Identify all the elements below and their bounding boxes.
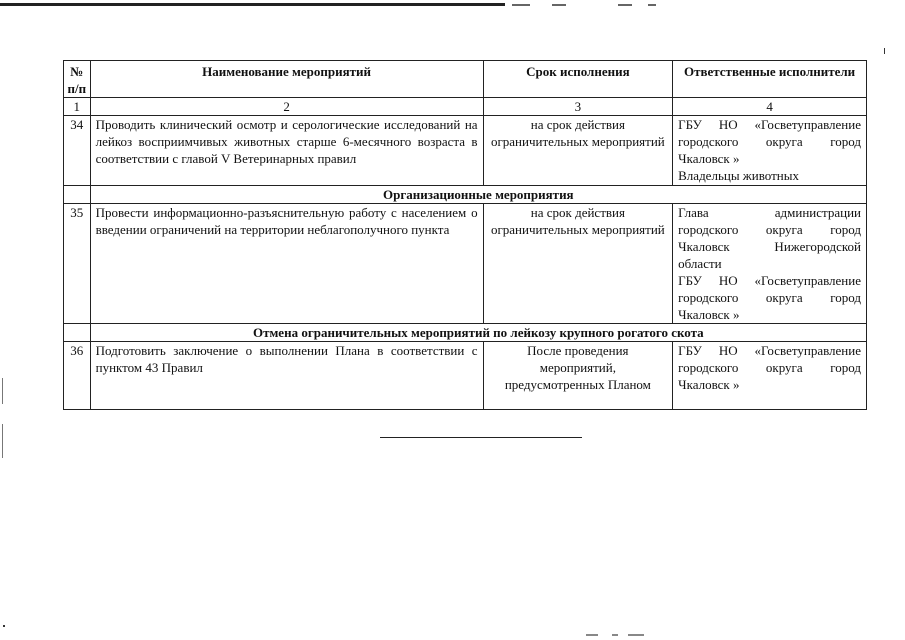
scan-edge-dash: [648, 4, 656, 6]
scan-edge-dash: [628, 634, 644, 636]
section-row: [64, 324, 867, 342]
scan-dot: [3, 625, 5, 627]
scan-edge-dash: [586, 634, 598, 636]
header-resp: Ответственные исполнители: [673, 61, 867, 98]
table-header-row: [64, 61, 867, 98]
scan-dot: [884, 48, 885, 54]
scan-edge-dash: [552, 4, 566, 6]
measure-responsible: [673, 116, 867, 186]
responsible-entry: Глава администрации городского округа город Чкаловск Нижегородской области: [678, 205, 861, 271]
scan-edge-dash: [612, 634, 618, 636]
section-spacer: [64, 324, 91, 342]
measure-term: После проведения мероприятий, предусмотренных Планом: [483, 342, 673, 410]
scan-edge-dash: [618, 4, 632, 6]
section-title: Отмена ограничительных мероприятий по лейкозу крупного рогатого скота: [90, 324, 866, 342]
responsible-entry: ГБУ НО «Госветуправление городского округа город Чкаловск »: [678, 117, 861, 166]
scan-edge-line: [0, 3, 505, 6]
section-title: Организационные мероприятия: [90, 186, 866, 204]
header-name: Наименование мероприятий: [90, 61, 483, 98]
section-spacer: [64, 186, 91, 204]
measure-term: на срок действия ограничительных мероприятий: [483, 116, 673, 186]
measure-name: Проводить клинический осмотр и серологические исследований на лейкоз восприимчивых животных старше 6-месячного возраста в соответствии с главой V Ветеринарных правил: [90, 116, 483, 186]
responsible-entry: ГБУ НО «Госветуправление городского округа город Чкаловск »: [678, 343, 861, 392]
header-term: Срок исполнения: [483, 61, 673, 98]
column-number-row: [64, 98, 867, 116]
table-row: [64, 116, 867, 186]
column-number: 1: [64, 98, 91, 116]
measure-name: Провести информационно-разъяснительную работу с населением о введении ограничений на территории неблагополучного пункта: [90, 204, 483, 324]
table-row: [64, 204, 867, 324]
scan-edge-dash: [512, 4, 530, 6]
scan-margin-mark: [2, 424, 3, 458]
measure-term: на срок действия ограничительных мероприятий: [483, 204, 673, 324]
column-number: 2: [90, 98, 483, 116]
end-rule: [380, 437, 582, 438]
row-number: 34: [64, 116, 91, 186]
responsible-entry: ГБУ НО «Госветуправление городского округа город Чкаловск »: [678, 273, 861, 322]
column-number: 4: [673, 98, 867, 116]
measure-responsible: [673, 204, 867, 324]
table-row: [64, 342, 867, 410]
section-row: [64, 186, 867, 204]
row-number: 35: [64, 204, 91, 324]
scan-margin-mark: [2, 378, 3, 404]
responsible-entry: Владельцы животных: [678, 168, 799, 183]
header-num: № п/п: [64, 61, 91, 98]
column-number: 3: [483, 98, 673, 116]
row-number: 36: [64, 342, 91, 410]
measure-name: Подготовить заключение о выполнении Плана в соответствии с пунктом 43 Правил: [90, 342, 483, 410]
measure-responsible: [673, 342, 867, 410]
measures-table: [63, 60, 867, 410]
